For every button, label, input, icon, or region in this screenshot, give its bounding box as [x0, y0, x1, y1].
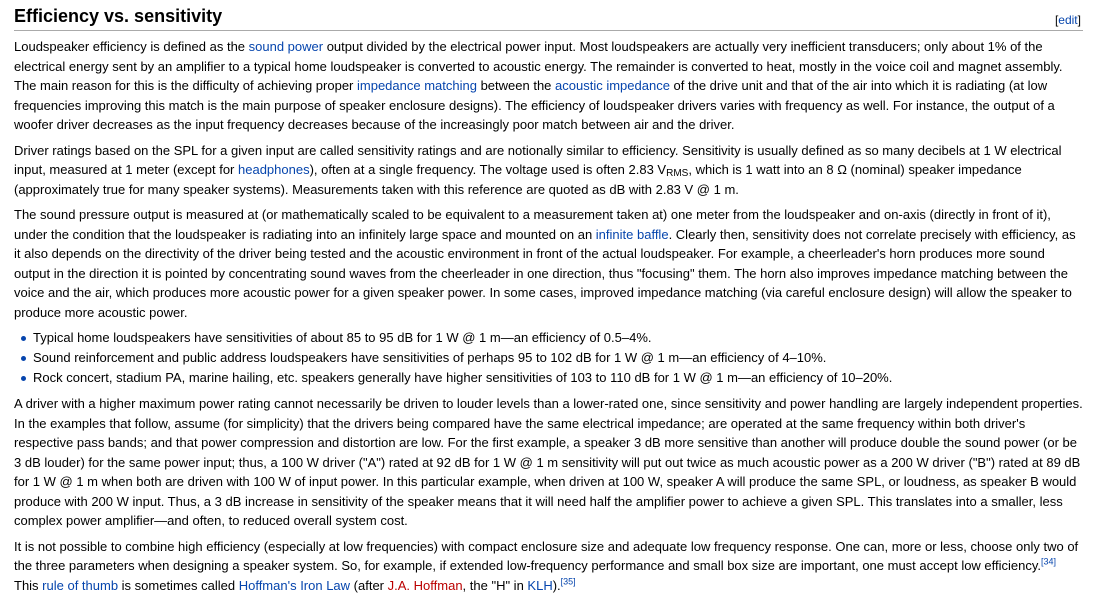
p2-text-2: ), often at a single frequency. The voltage used is often 2.83 V [310, 162, 667, 177]
edit-link[interactable]: edit [1058, 13, 1077, 27]
p2-text-1: Driver ratings based on the SPL for a given input are called sensitivity ratings and are notionally similar to efficiency. Sensitivity is usually defined as so many decibels at 1 W electrical input, measured at 1 meter (except for [14, 143, 1062, 178]
paragraph-iron-law [14, 537, 1083, 595]
link-headphones[interactable]: headphones [238, 162, 310, 177]
section-header [14, 6, 1083, 31]
link-ja-hoffman[interactable]: J.A. Hoffman [388, 578, 463, 593]
link-hoffmans-iron-law[interactable]: Hoffman's Iron Law [239, 578, 350, 593]
edit-close-bracket: ] [1078, 13, 1081, 27]
p5-text-6: ). [553, 578, 561, 593]
p1-text-1: Loudspeaker efficiency is defined as the [14, 39, 249, 54]
paragraph-power-rating [14, 394, 1083, 531]
edit-link-wrapper [1055, 13, 1081, 27]
p5-text-2: This [14, 578, 42, 593]
p3-text-1: The sound pressure output is measured at (or mathematically scaled to be equivalent to a measurement taken at) one meter from the loudspeaker and on-axis (directly in front of it), under the condition that the loudspeaker is radiating into an infinitely large space and mounted on an [14, 207, 1051, 242]
p1-text-2: output divided by the electrical power input. Most loudspeakers are actually very inefficient transducers; only about 1% of the electrical energy sent by an amplifier to a typical home loudspeaker is converted to acoustic energy. The remainder is converted to heat, mostly in the voice coil and magnet assembly. The main reason for this is the difficulty of achieving proper [14, 39, 1062, 93]
list-item: Sound reinforcement and public address loudspeakers have sensitivities of perhaps 95 to 102 dB for 1 W @ 1 m—an efficiency of 4–10%. [33, 348, 1083, 368]
section-title: Efficiency vs. sensitivity [14, 6, 222, 27]
p3-text-2: . Clearly then, sensitivity does not correlate precisely with efficiency, as it also depends on the directivity of the driver being tested and the acoustic environment in front of the actual loudspeaker. For example, a cheerleader's horn produces more sound output in the direction it is pointed by concentrating sound waves from the cheerleader in one direction, thus "focusing" them. The horn also improves impedance matching between the voice and the air, which produces more acoustic power for a given speaker power. In some cases, improved impedance matching (via careful enclosure design) will allow the speaker to produce more acoustic power. [14, 227, 1076, 320]
link-klh[interactable]: KLH [527, 578, 552, 593]
rms-subscript: RMS [666, 168, 688, 179]
p5-text-3: is sometimes called [118, 578, 239, 593]
link-infinite-baffle[interactable]: infinite baffle [596, 227, 669, 242]
link-impedance-matching[interactable]: impedance matching [357, 78, 477, 93]
reference-35[interactable]: [35] [561, 576, 576, 586]
paragraph-efficiency [14, 37, 1083, 135]
p2-text-3: , which is 1 watt into an 8 Ω (nominal) speaker impedance (approximately true for many speaker systems). Measurements taken with this reference are quoted as dB with 2.83 V @ 1 m. [14, 162, 1022, 197]
sensitivity-list [14, 328, 1083, 388]
link-rule-of-thumb[interactable]: rule of thumb [42, 578, 118, 593]
list-item: Rock concert, stadium PA, marine hailing, etc. speakers generally have higher sensitivities of 103 to 110 dB for 1 W @ 1 m—an efficiency of 10–20%. [33, 368, 1083, 388]
edit-open-bracket: [ [1055, 13, 1058, 27]
p5-text-5: , the "H" in [463, 578, 528, 593]
p5-text-1: It is not possible to combine high efficiency (especially at low frequencies) with compact enclosure size and adequate low frequency response. One can, more or less, choose only two of the three parameters when designing a speaker system. So, for example, if extended low-frequency performance and small box size are important, one must accept low efficiency. [14, 539, 1078, 574]
p1-text-3: between the [477, 78, 555, 93]
paragraph-sensitivity [14, 141, 1083, 200]
p1-text-4: of the drive unit and that of the air into which it is radiating (at low frequencies improving this match is the main purpose of speaker enclosure designs). The efficiency of loudspeaker drivers varies with frequency as well. For instance, the output of a woofer driver decreases as the input frequency decreases because of the increasingly poor match between air and the driver. [14, 78, 1055, 132]
paragraph-sound-pressure [14, 205, 1083, 322]
p4-text-1: A driver with a higher maximum power rating cannot necessarily be driven to louder levels than a lower-rated one, since sensitivity and power handling are largely independent properties. In the examples that follow, assume (for simplicity) that the drivers being compared have the same electrical impedance; are operated at the same frequency within both driver's respective pass bands; and that power compression and distortion are low. For the first example, a speaker 3 dB more sensitive than another will produce double the sound power (or be 3 dB louder) for the same power input; thus, a 100 W driver ("A") rated at 92 dB for 1 W @ 1 m sensitivity will put out twice as much acoustic power as a 200 W driver ("B") rated at 89 dB for 1 W @ 1 m when both are driven with 100 W of input power. In this particular example, when driven at 100 W, speaker A will produce the same SPL, or loudness, as speaker B would produce with 200 W input. Thus, a 3 dB increase in sensitivity of the speaker means that it will need half the amplifier power to achieve a given SPL. This translates into a smaller, less complex power amplifier—and often, to reduced overall system cost. [14, 396, 1083, 528]
reference-34[interactable]: [34] [1041, 557, 1056, 567]
link-acoustic-impedance[interactable]: acoustic impedance [555, 78, 670, 93]
p5-text-4: (after [350, 578, 388, 593]
link-sound-power[interactable]: sound power [249, 39, 323, 54]
list-item: Typical home loudspeakers have sensitivities of about 85 to 95 dB for 1 W @ 1 m—an efficiency of 0.5–4%. [33, 328, 1083, 348]
